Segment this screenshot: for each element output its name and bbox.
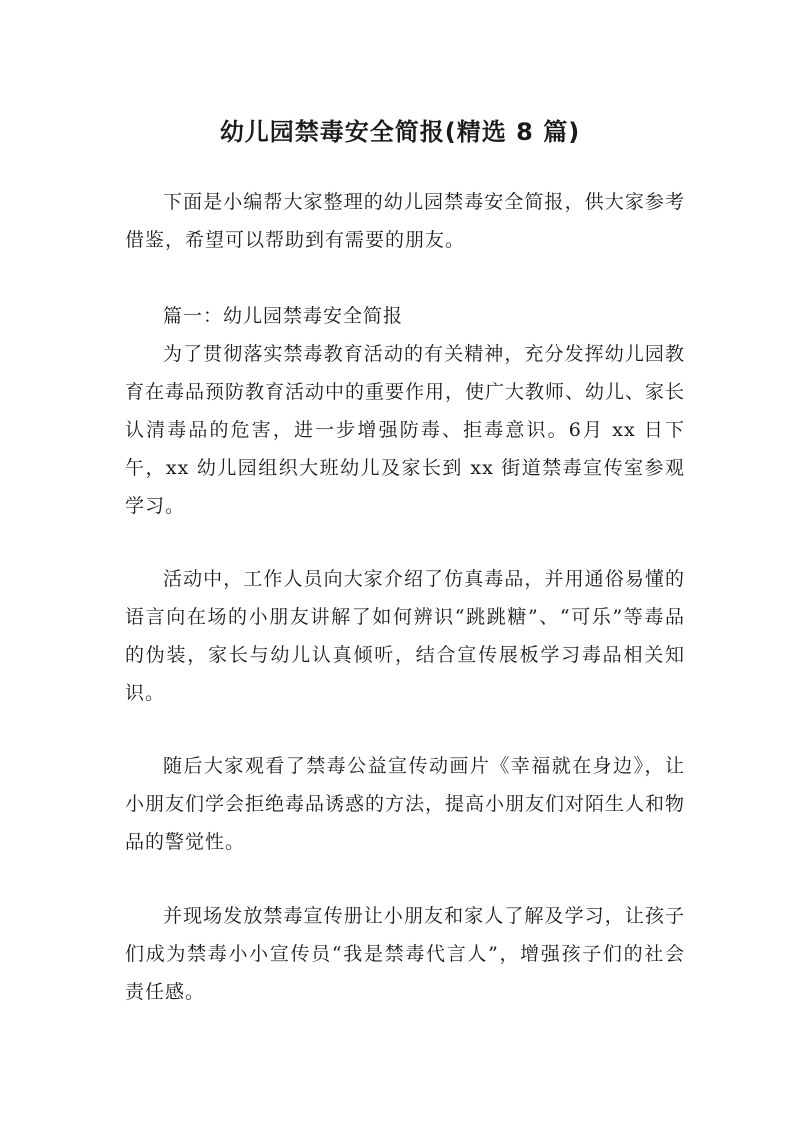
document-title: 幼儿园禁毒安全简报(精选 8 篇)	[219, 118, 581, 147]
body-paragraph-3: 随后大家观看了禁毒公益宣传动画片《幸福就在身边》，让小朋友们学会拒绝毒品诱惑的方法，提高小朋友们对陌生人和物品的警觉性。	[125, 755, 686, 853]
body-paragraph-1: 为了贯彻落实禁毒教育活动的有关精神，充分发挥幼儿园教育在毒品预防教育活动中的重要作用，使广大教师、幼儿、家长认清毒品的危害，进一步增强防毒、拒毒意识。6月 xx 日下午，xx 幼儿园组织大班幼儿及家长到 xx 街道禁毒宣传室参观学习。	[125, 343, 686, 517]
body-paragraph-2: 活动中，工作人员向大家介绍了仿真毒品，并用通俗易懂的语言向在场的小朋友讲解了如何辨识“跳跳糖”、“可乐”等毒品的伪装，家长与幼儿认真倾听，结合宣传展板学习毒品相关知识。	[125, 568, 685, 704]
section-heading: 篇一：幼儿园禁毒安全简报	[163, 305, 404, 327]
body-paragraph-4: 并现场发放禁毒宣传册让小朋友和家人了解及学习，让孩子们成为禁毒小小宣传员“我是禁毒代言人”，增强孩子们的社会责任感。	[125, 905, 685, 1003]
intro-paragraph: 下面是小编帮大家整理的幼儿园禁毒安全简报，供大家参考借鉴，希望可以帮助到有需要的朋友。	[125, 191, 685, 251]
